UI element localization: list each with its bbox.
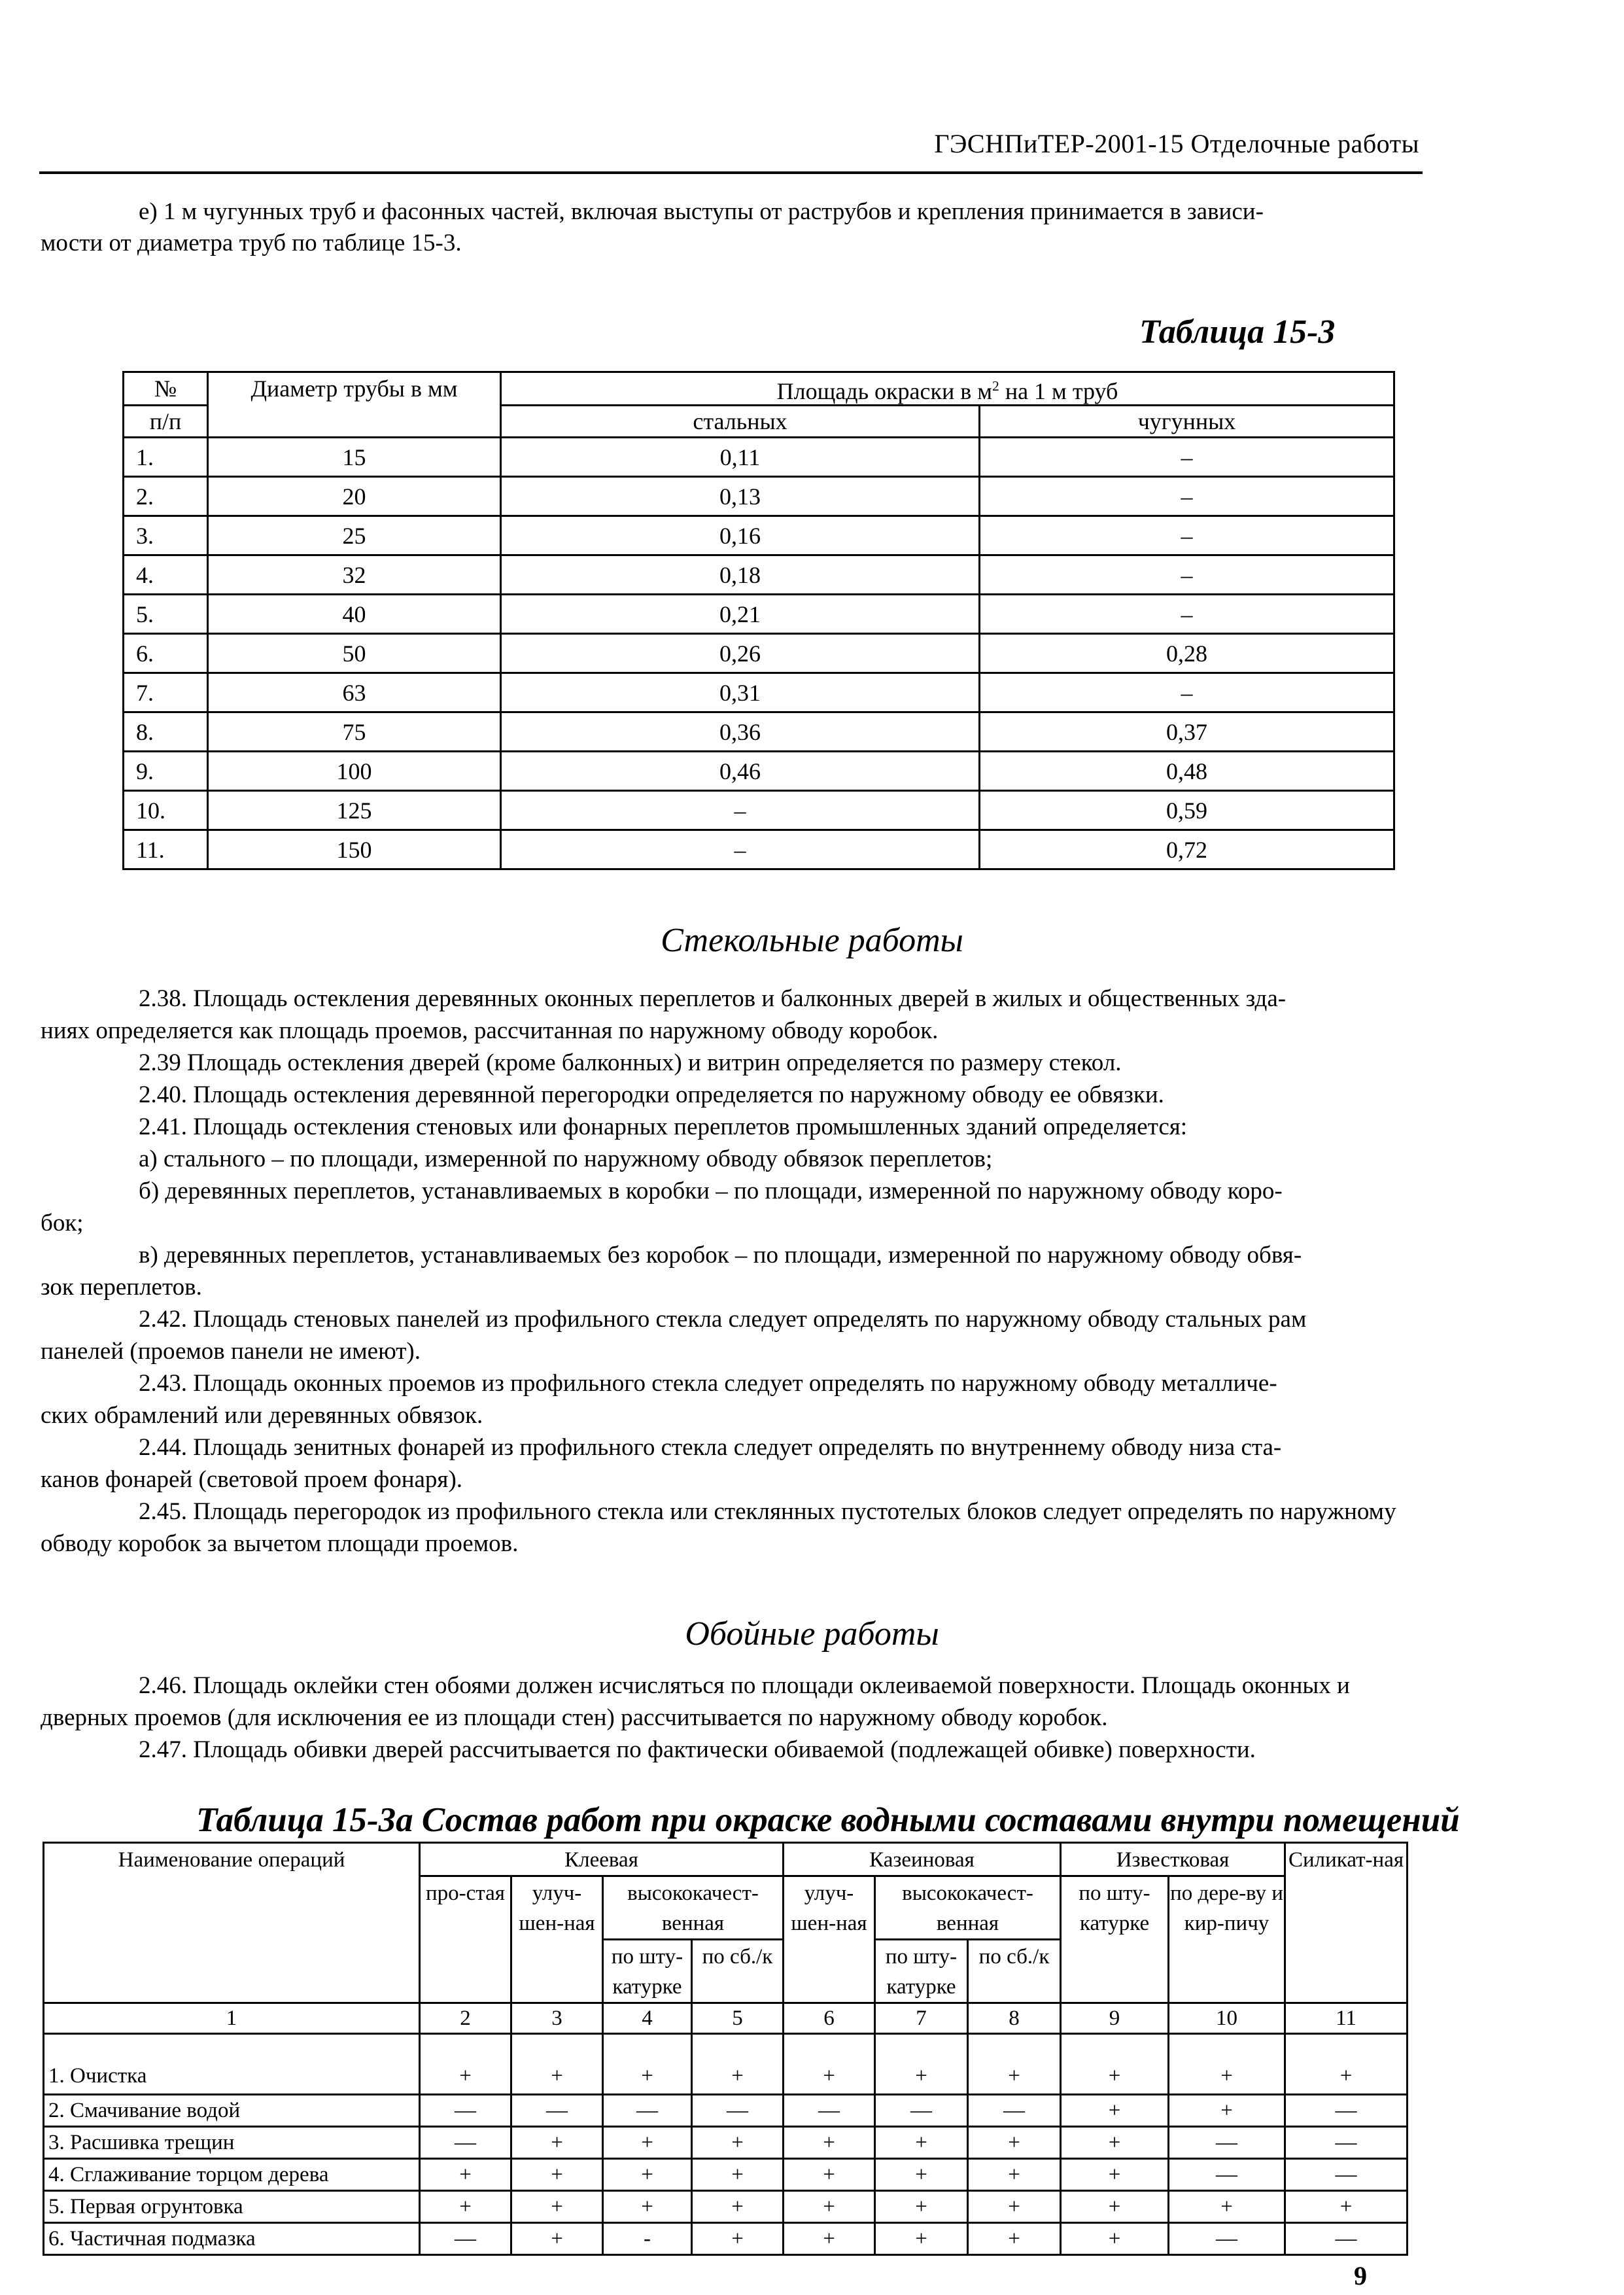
operation-mark: — — [784, 2095, 875, 2127]
diameter-cell: 32 — [208, 555, 501, 595]
table-row — [124, 673, 1394, 712]
table-15-3-caption: Таблица 15-3 — [1139, 313, 1336, 351]
steel-cell: – — [501, 791, 980, 830]
operation-mark: + — [784, 2191, 875, 2223]
header-lime-wood-brick: по дере-ву и кир-пичу — [1169, 1876, 1285, 2003]
column-number: 10 — [1169, 2003, 1285, 2034]
table-row — [44, 2159, 1408, 2191]
table-row — [44, 2127, 1408, 2159]
header-lime: Известковая — [1061, 1843, 1285, 1876]
header-num: № — [124, 372, 208, 406]
diameter-cell: 150 — [208, 830, 501, 869]
column-number: 2 — [420, 2003, 511, 2034]
row-num: 4. — [124, 555, 208, 595]
table-15-3a-caption: Таблица 15-3а Состав работ при окраске водными составами внутри помещений — [196, 1801, 1460, 1839]
steel-cell: 0,18 — [501, 555, 980, 595]
operation-mark: + — [875, 2191, 968, 2223]
cast-iron-cell: – — [980, 555, 1394, 595]
intro-line-1: е) 1 м чугунных труб и фасонных частей, включая выступы от раструбов и крепления принимается в зависи- — [139, 198, 1264, 225]
operation-mark: + — [692, 2127, 784, 2159]
row-num: 1. — [124, 438, 208, 477]
table-row — [44, 2223, 1408, 2255]
operation-mark: + — [420, 2191, 511, 2223]
operation-mark: + — [692, 2159, 784, 2191]
text-line — [41, 1670, 1421, 1702]
operation-mark: + — [511, 2159, 603, 2191]
table-row — [124, 516, 1394, 555]
cast-iron-cell: 0,37 — [980, 712, 1394, 752]
table-row — [124, 712, 1394, 752]
intro-line — [41, 228, 1421, 259]
steel-cell: 0,46 — [501, 752, 980, 791]
header-casein-high-quality: высококачест-венная — [875, 1876, 1061, 1940]
text-line-content: 2.41. Площадь остекления стеновых или фонарных переплетов промышленных зданий определяется: — [139, 1113, 1188, 1140]
operation-mark: + — [784, 2127, 875, 2159]
operation-mark: + — [875, 2127, 968, 2159]
text-line — [41, 1431, 1421, 1463]
text-line — [41, 1271, 1421, 1303]
operation-mark: + — [875, 2159, 968, 2191]
header-silicate: Силикат-ная — [1285, 1843, 1408, 2003]
operation-mark: + — [511, 2191, 603, 2223]
header-num-2: п/п — [124, 406, 208, 438]
operation-name: 6. Частичная подмазка — [44, 2223, 420, 2255]
operation-name: 3. Расшивка трещин — [44, 2127, 420, 2159]
text-line — [41, 1143, 1421, 1175]
operation-mark: — — [511, 2095, 603, 2127]
text-line-content: зок переплетов. — [41, 1274, 202, 1301]
text-line — [41, 1463, 1421, 1496]
operation-mark: + — [420, 2034, 511, 2095]
row-num: 7. — [124, 673, 208, 712]
diameter-cell: 100 — [208, 752, 501, 791]
operation-mark: — — [1285, 2159, 1408, 2191]
header-casein-on-dry-plaster: по сб./к — [968, 1940, 1061, 2003]
column-number: 4 — [603, 2003, 692, 2034]
operation-mark: — — [1285, 2095, 1408, 2127]
page-number: 9 — [1354, 2261, 1367, 2290]
text-line — [41, 1399, 1421, 1431]
text-line — [41, 1702, 1421, 1734]
table-row — [124, 595, 1394, 634]
text-line — [41, 1734, 1421, 1766]
text-line-content: 2.43. Площадь оконных проемов из профильного стекла следует определять по наружному обводу металличе- — [139, 1370, 1277, 1397]
cast-iron-cell: – — [980, 673, 1394, 712]
text-line — [41, 1496, 1421, 1528]
operation-mark: — — [1169, 2159, 1285, 2191]
row-num: 2. — [124, 477, 208, 516]
operation-mark: + — [1285, 2191, 1408, 2223]
text-line-content: ниях определяется как площадь проемов, рассчитанная по наружному обводу коробок. — [41, 1017, 939, 1044]
row-num: 10. — [124, 791, 208, 830]
steel-cell: 0,13 — [501, 477, 980, 516]
operation-name: 5. Первая огрунтовка — [44, 2191, 420, 2223]
steel-cell: 0,11 — [501, 438, 980, 477]
operation-mark: + — [692, 2191, 784, 2223]
text-line — [41, 983, 1421, 1015]
text-line — [41, 1079, 1421, 1111]
text-line-content: ских обрамлений или деревянных обвязок. — [41, 1402, 483, 1429]
table-15-3a — [43, 1842, 1408, 2256]
text-line-content: 2.39 Площадь остекления дверей (кроме балконных) и витрин определяется по размеру стекол. — [139, 1049, 1122, 1076]
text-line — [41, 1111, 1421, 1143]
text-line-content: 2.42. Площадь стеновых панелей из профильного стекла следует определять по наружному обводу стальных рам — [139, 1306, 1307, 1333]
operation-mark: + — [603, 2159, 692, 2191]
header-glue-on-plaster: по шту-катурке — [603, 1940, 692, 2003]
operation-mark: + — [875, 2034, 968, 2095]
text-line-content: 2.46. Площадь оклейки стен обоями должен исчисляться по площади оклеиваемой поверхности. Площадь оконных и — [139, 1672, 1350, 1699]
operation-mark: — — [420, 2127, 511, 2159]
text-line — [41, 1015, 1421, 1047]
operation-mark: + — [1061, 2223, 1169, 2255]
column-number: 3 — [511, 2003, 603, 2034]
text-line-content: 2.44. Площадь зенитных фонарей из профильного стекла следует определять по внутреннему обводу низа ста- — [139, 1434, 1282, 1461]
text-line-content: бок; — [41, 1210, 84, 1236]
cast-iron-cell: – — [980, 516, 1394, 555]
column-number: 1 — [44, 2003, 420, 2034]
text-line-content: 2.45. Площадь перегородок из профильного стекла или стеклянных пустотелых блоков следует определять по наружному — [139, 1498, 1396, 1525]
text-line — [41, 1175, 1421, 1207]
text-line — [41, 1207, 1421, 1239]
operation-mark: — — [420, 2095, 511, 2127]
steel-cell: 0,31 — [501, 673, 980, 712]
operation-mark: + — [784, 2159, 875, 2191]
operation-name: 1. Очистка — [44, 2034, 420, 2095]
text-line-content: 2.40. Площадь остекления деревянной перегородки определяется по наружному обводу ее обвязки. — [139, 1081, 1164, 1108]
row-num: 8. — [124, 712, 208, 752]
text-line — [41, 1239, 1421, 1271]
header-glue-high-quality: высококачест-венная — [603, 1876, 784, 1940]
header-steel: стальных — [501, 406, 980, 438]
operation-mark: + — [968, 2034, 1061, 2095]
cast-iron-cell: – — [980, 595, 1394, 634]
diameter-cell: 25 — [208, 516, 501, 555]
text-line-content: 2.38. Площадь остекления деревянных оконных переплетов и балконных дверей в жилых и общественных зда- — [139, 985, 1287, 1012]
table-row — [124, 830, 1394, 869]
operation-mark: + — [603, 2127, 692, 2159]
wallpaper-section-text — [41, 1670, 1421, 1766]
operation-mark: + — [692, 2034, 784, 2095]
running-head: ГЭСНПиТЕР-2001-15 Отделочные работы — [934, 129, 1419, 158]
row-num: 6. — [124, 634, 208, 673]
text-line-content: панелей (проемов панели не имеют). — [41, 1338, 421, 1365]
table-row — [44, 2191, 1408, 2223]
operation-name: 4. Сглаживание торцом дерева — [44, 2159, 420, 2191]
column-number: 11 — [1285, 2003, 1408, 2034]
diameter-cell: 125 — [208, 791, 501, 830]
cast-iron-cell: 0,72 — [980, 830, 1394, 869]
operation-mark: + — [511, 2223, 603, 2255]
operation-mark: + — [968, 2159, 1061, 2191]
text-line — [41, 1303, 1421, 1335]
column-number: 8 — [968, 2003, 1061, 2034]
operation-mark: + — [603, 2034, 692, 2095]
steel-cell: 0,26 — [501, 634, 980, 673]
cast-iron-cell: 0,59 — [980, 791, 1394, 830]
operation-mark: + — [420, 2159, 511, 2191]
operation-mark: — — [875, 2095, 968, 2127]
header-rule — [39, 171, 1423, 174]
operation-mark: + — [692, 2223, 784, 2255]
header-diameter: Диаметр трубы в мм — [208, 372, 501, 438]
header-operation: Наименование операций — [44, 1843, 420, 2003]
operation-mark: + — [511, 2127, 603, 2159]
text-line-content: б) деревянных переплетов, устанавливаемых в коробки – по площади, измеренной по наружному обводу коро- — [139, 1178, 1283, 1204]
section-title-wallpaper: Обойные работы — [685, 1615, 939, 1653]
intro-line — [41, 196, 1421, 228]
operation-mark: — — [692, 2095, 784, 2127]
header-cast-iron: чугунных — [980, 406, 1394, 438]
header-casein-on-plaster: по шту-катурке — [875, 1940, 968, 2003]
table-15-3 — [122, 371, 1395, 870]
operation-mark: + — [1061, 2034, 1169, 2095]
diameter-cell: 50 — [208, 634, 501, 673]
steel-cell: – — [501, 830, 980, 869]
glass-section-text — [41, 983, 1421, 1560]
column-number: 9 — [1061, 2003, 1169, 2034]
intro-paragraph — [41, 196, 1421, 259]
operation-mark: - — [603, 2223, 692, 2255]
text-line-content: дверных проемов (для исключения ее из площади стен) рассчитывается по наружному обводу коробок. — [41, 1704, 1108, 1731]
cast-iron-cell: 0,48 — [980, 752, 1394, 791]
cast-iron-cell: – — [980, 438, 1394, 477]
column-number: 5 — [692, 2003, 784, 2034]
operation-mark: — — [420, 2223, 511, 2255]
text-line-content: 2.47. Площадь обивки дверей рассчитывается по фактически обиваемой (подлежащей обивке) поверхности. — [139, 1736, 1256, 1763]
row-num: 3. — [124, 516, 208, 555]
operation-mark: + — [968, 2127, 1061, 2159]
header-glue-simple: про-стая — [420, 1876, 511, 2003]
row-num: 5. — [124, 595, 208, 634]
steel-cell: 0,36 — [501, 712, 980, 752]
cast-iron-cell: – — [980, 477, 1394, 516]
table-row — [44, 2095, 1408, 2127]
operation-mark: + — [968, 2191, 1061, 2223]
text-line — [41, 1047, 1421, 1079]
table-row — [124, 634, 1394, 673]
row-num: 11. — [124, 830, 208, 869]
text-line-content: а) стального – по площади, измеренной по наружному обводу обвязок переплетов; — [139, 1146, 993, 1172]
operation-name: 2. Смачивание водой — [44, 2095, 420, 2127]
operation-mark: + — [1061, 2095, 1169, 2127]
row-num: 9. — [124, 752, 208, 791]
diameter-cell: 75 — [208, 712, 501, 752]
column-number-row — [44, 2003, 1408, 2034]
steel-cell: 0,21 — [501, 595, 980, 634]
operation-mark: + — [784, 2223, 875, 2255]
operation-mark: — — [1169, 2223, 1285, 2255]
operation-mark: — — [1169, 2127, 1285, 2159]
header-glue-improved: улуч-шен-ная — [511, 1876, 603, 2003]
table-row — [124, 438, 1394, 477]
operation-mark: + — [968, 2223, 1061, 2255]
operation-mark: + — [1169, 2191, 1285, 2223]
operation-mark: + — [1169, 2034, 1285, 2095]
table-row — [124, 791, 1394, 830]
intro-line-2: мости от диаметра труб по таблице 15-3. — [41, 230, 462, 256]
header-area: Площадь окраски в $м^2$ на 1 м труб — [501, 372, 1394, 406]
header-casein-improved: улуч-шен-ная — [784, 1876, 875, 2003]
operation-mark: + — [1169, 2095, 1285, 2127]
header-lime-plaster: по шту-катурке — [1061, 1876, 1169, 2003]
header-glue: Клеевая — [420, 1843, 784, 1876]
diameter-cell: 63 — [208, 673, 501, 712]
operation-mark: + — [1061, 2191, 1169, 2223]
column-number: 6 — [784, 2003, 875, 2034]
column-number: 7 — [875, 2003, 968, 2034]
text-line — [41, 1528, 1421, 1560]
table-row — [124, 555, 1394, 595]
operation-mark: + — [784, 2034, 875, 2095]
diameter-cell: 20 — [208, 477, 501, 516]
operation-mark: + — [1061, 2127, 1169, 2159]
diameter-cell: 15 — [208, 438, 501, 477]
operation-mark: — — [1285, 2223, 1408, 2255]
table-row — [124, 752, 1394, 791]
operation-mark: + — [603, 2191, 692, 2223]
operation-mark: + — [1061, 2159, 1169, 2191]
table-row — [124, 477, 1394, 516]
operation-mark: + — [875, 2223, 968, 2255]
text-line-content: обводу коробок за вычетом площади проемов. — [41, 1530, 519, 1557]
text-line-content: в) деревянных переплетов, устанавливаемых без коробок – по площади, измеренной по наружному обводу обвя- — [139, 1242, 1302, 1269]
operation-mark: + — [511, 2034, 603, 2095]
table-row — [44, 2034, 1408, 2095]
text-line-content: канов фонарей (световой проем фонаря). — [41, 1466, 463, 1493]
text-line — [41, 1367, 1421, 1399]
header-glue-on-dry-plaster: по сб./к — [692, 1940, 784, 2003]
operation-mark: — — [1285, 2127, 1408, 2159]
text-line — [41, 1335, 1421, 1367]
operation-mark: — — [603, 2095, 692, 2127]
operation-mark: — — [968, 2095, 1061, 2127]
section-title-glass: Стекольные работы — [661, 922, 963, 959]
diameter-cell: 40 — [208, 595, 501, 634]
cast-iron-cell: 0,28 — [980, 634, 1394, 673]
header-casein: Казеиновая — [784, 1843, 1061, 1876]
steel-cell: 0,16 — [501, 516, 980, 555]
operation-mark: + — [1285, 2034, 1408, 2095]
